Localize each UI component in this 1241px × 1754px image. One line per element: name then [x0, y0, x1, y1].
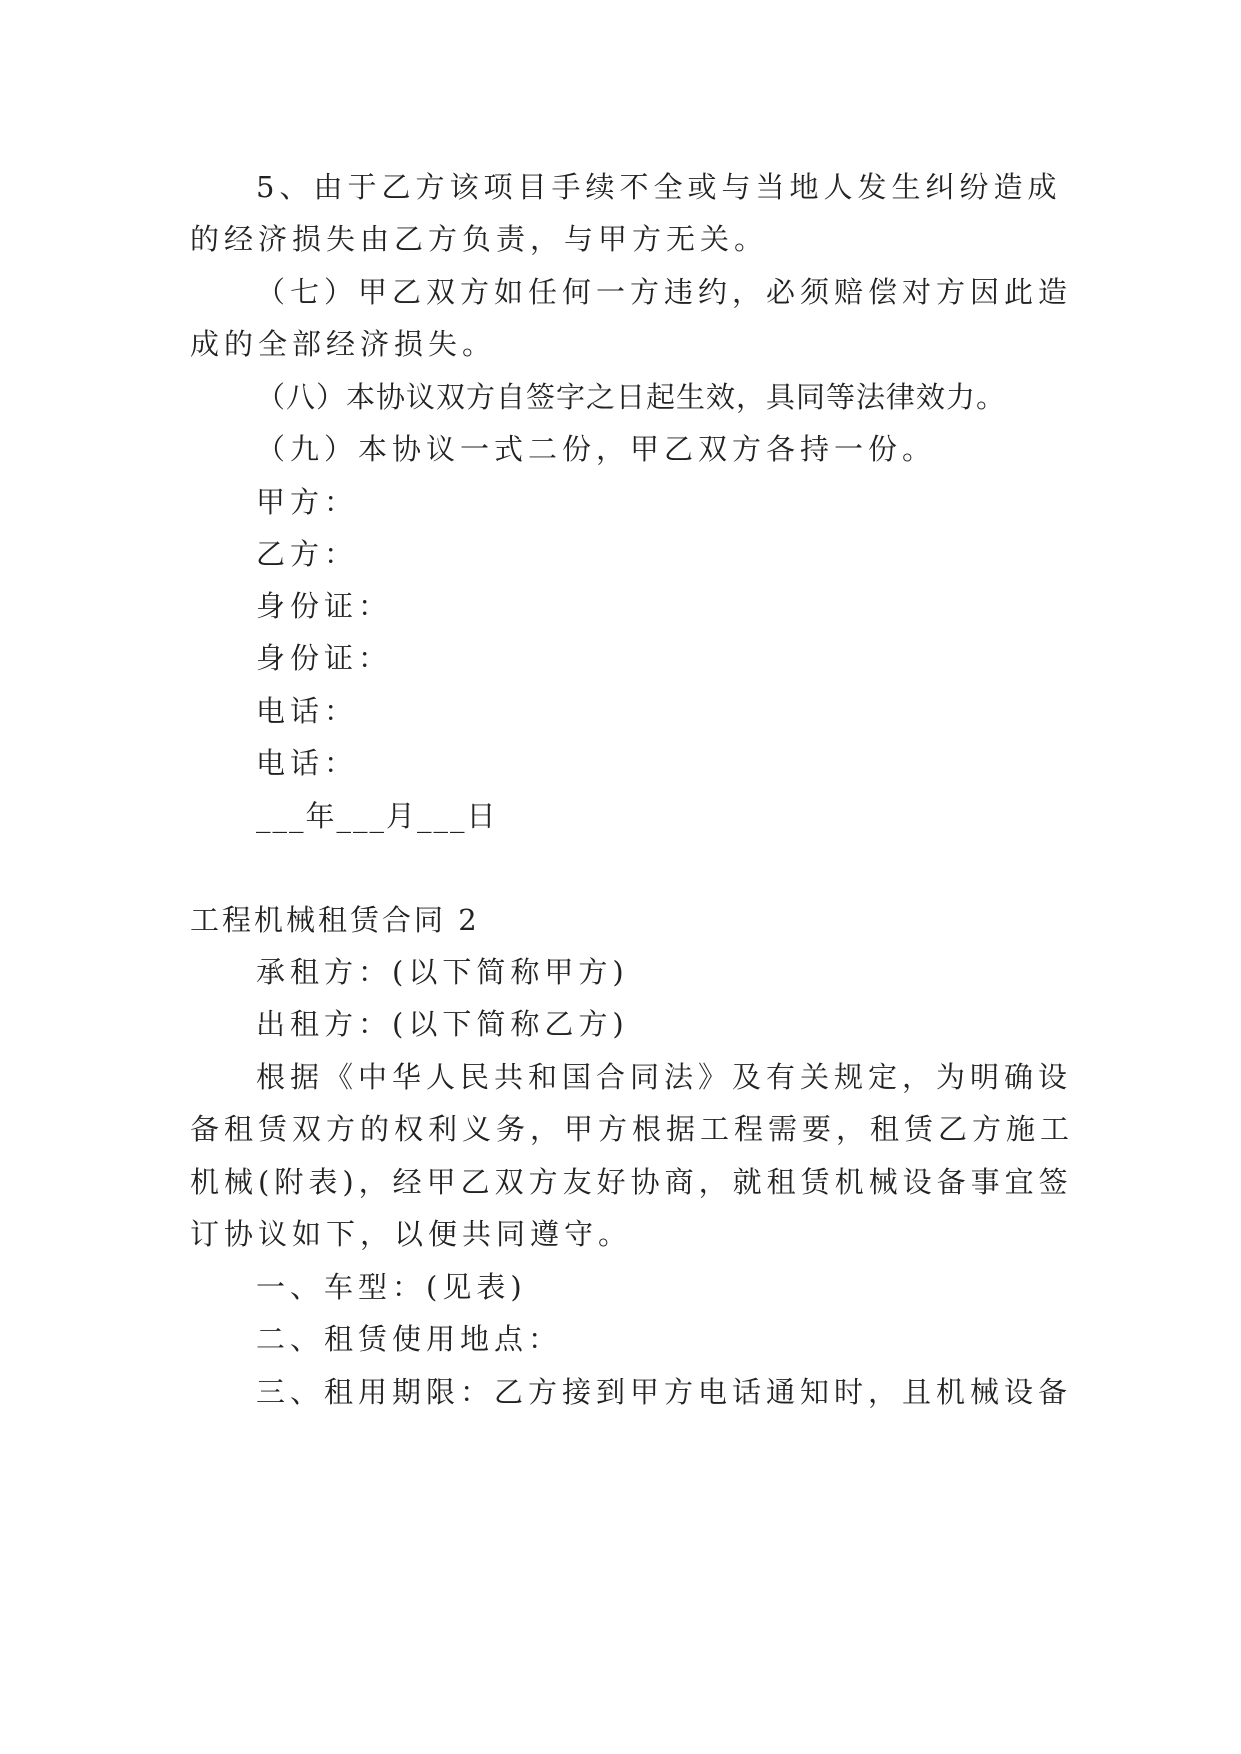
- preamble-line-1: 根据《中华人民共和国合同法》及有关规定，为明确设: [256, 1060, 1073, 1094]
- clause-8: （八）本协议双方自签字之日起生效，具同等法律效力。: [256, 380, 1007, 414]
- clause-5-line-1: 5、由于乙方该项目手续不全或与当地人发生纠纷造成: [256, 170, 1062, 204]
- section-1-vehicle-type: 一、车型：(见表): [256, 1270, 527, 1304]
- lessor-line: 出租方：(以下简称乙方): [256, 1007, 629, 1041]
- party-b-label: 乙方：: [256, 537, 359, 571]
- id-card-label-b: 身份证：: [256, 641, 393, 675]
- section-2-location: 二、租赁使用地点：: [256, 1322, 563, 1356]
- phone-label-a: 电话：: [256, 694, 359, 728]
- date-line: ___年___月___日: [256, 799, 498, 833]
- lessee-line: 承租方：(以下简称甲方): [256, 955, 629, 989]
- clause-7-line-2: 成的全部经济损失。: [190, 327, 497, 361]
- preamble-line-3: 机械(附表)，经甲乙双方友好协商，就租赁机械设备事宜签: [190, 1165, 1073, 1199]
- clause-7-line-1: （七）甲乙双方如任何一方违约，必须赔偿对方因此造: [256, 275, 1073, 309]
- party-a-label: 甲方：: [256, 485, 359, 519]
- preamble-line-4: 订协议如下，以便共同遵守。: [190, 1217, 633, 1251]
- id-card-label-a: 身份证：: [256, 589, 393, 623]
- clause-5-line-2: 的经济损失由乙方负责，与甲方无关。: [190, 222, 769, 256]
- phone-label-b: 电话：: [256, 746, 359, 780]
- section-3-term: 三、租用期限：乙方接到甲方电话通知时，且机械设备: [256, 1375, 1073, 1409]
- preamble-line-2: 备租赁双方的权利义务，甲方根据工程需要，租赁乙方施工: [190, 1112, 1075, 1146]
- clause-9: （九）本协议一式二份，甲乙双方各持一份。: [256, 432, 937, 466]
- contract-title: 工程机械租赁合同 2: [190, 903, 480, 937]
